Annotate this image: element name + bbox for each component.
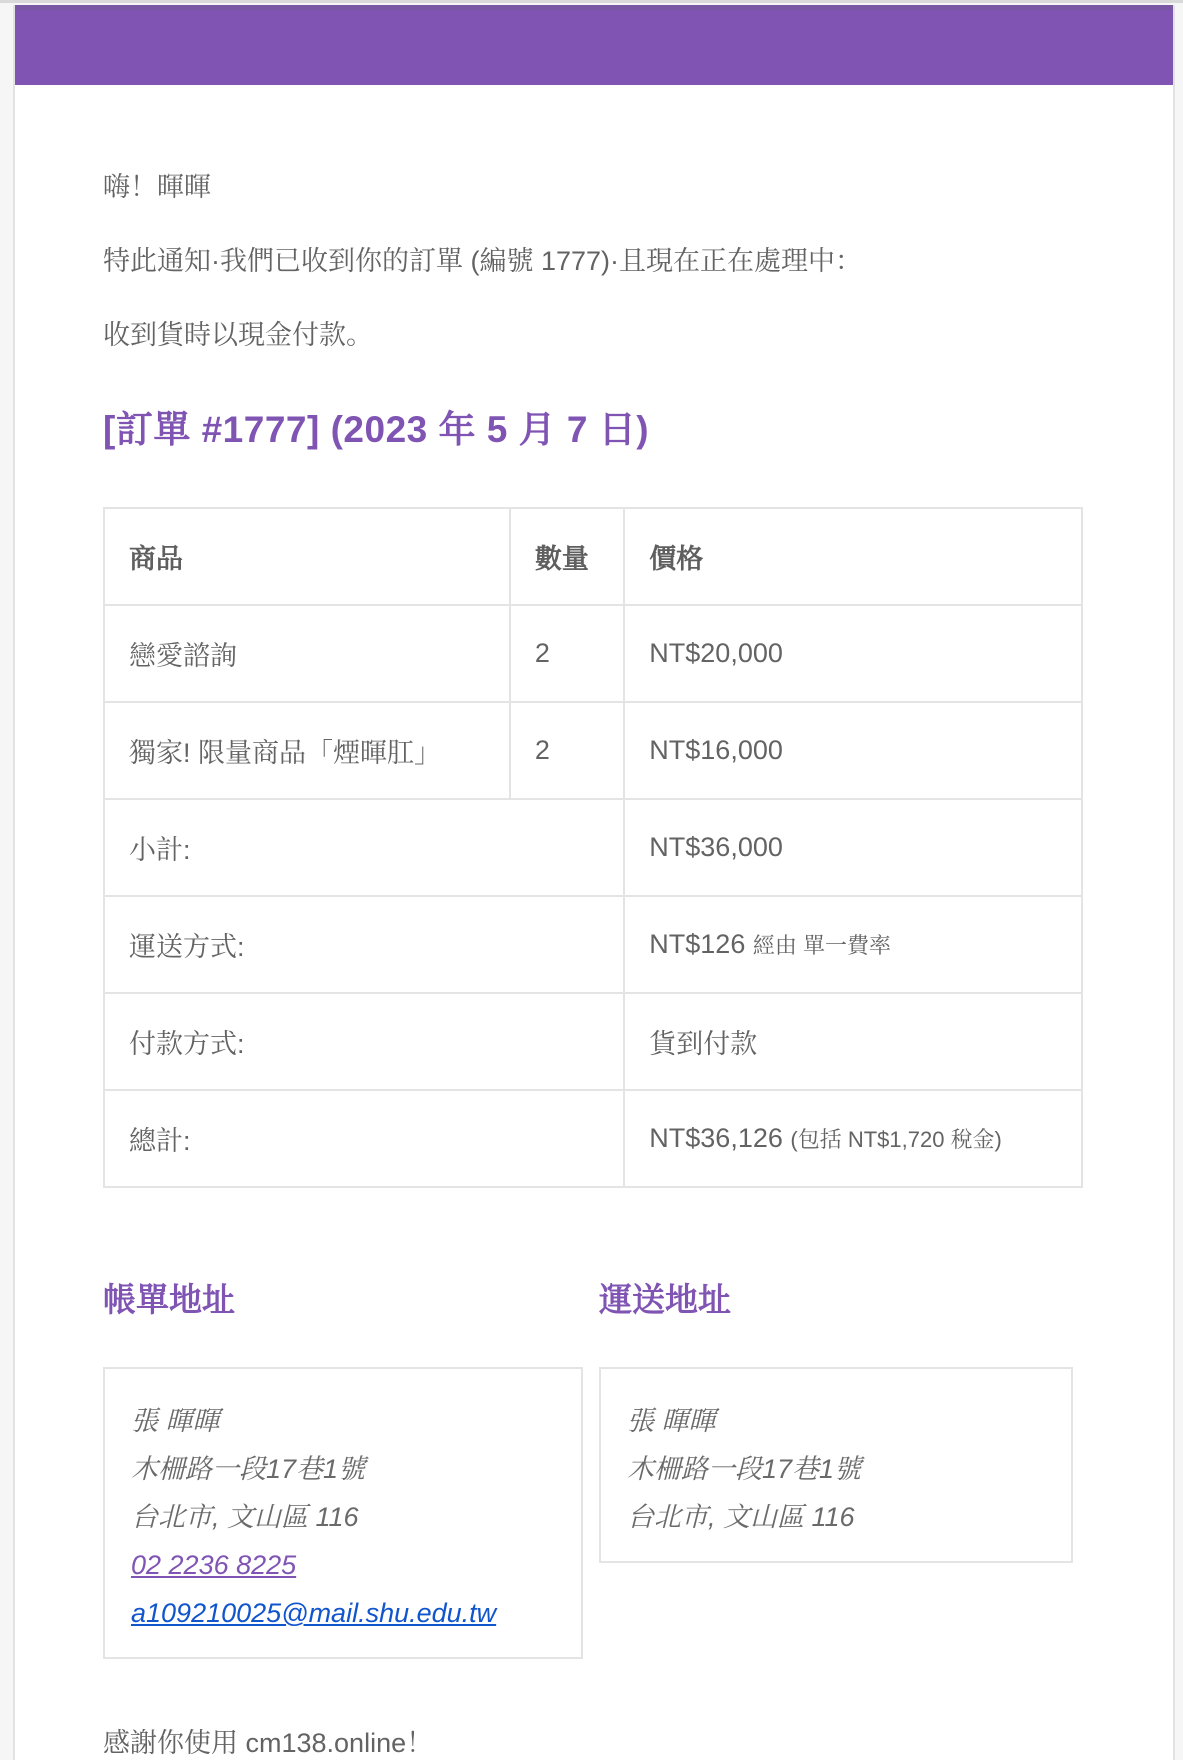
page-top-divider — [0, 0, 1183, 3]
column-header-product: 商品 — [104, 508, 510, 605]
shipping-city: 台北市, 文山區 116 — [627, 1502, 855, 1532]
subtotal-row — [104, 799, 1082, 896]
tax-included-note: (包括 NT$1,720 稅金) — [790, 1127, 1002, 1152]
payment-method-label: 付款方式: — [104, 993, 624, 1090]
order-number-heading: [訂單 #1777] (2023 年 5 月 7 日) — [103, 409, 650, 450]
grand-total-label: 總計: — [104, 1090, 624, 1187]
table-header-row — [104, 508, 1082, 605]
email-body-card — [13, 5, 1175, 1760]
item-price: NT$20,000 — [624, 605, 1082, 702]
footer-thanks-text: 感謝你使用 cm138.online！ — [103, 1728, 434, 1758]
shipping-method-row — [104, 896, 1082, 993]
billing-street: 木柵路一段17巷1號 — [131, 1454, 366, 1484]
shipping-street: 木柵路一段17巷1號 — [627, 1454, 862, 1484]
billing-phone-row — [131, 1541, 555, 1589]
billing-phone-link[interactable]: 02 2236 8225 — [131, 1550, 297, 1580]
payment-method-value — [624, 993, 1082, 1090]
item-name: 獨家! 限量商品「煙暉肛」 — [104, 702, 510, 799]
grand-total-row — [104, 1090, 1082, 1187]
billing-address-heading: 帳單地址 — [103, 1281, 235, 1318]
payment-method-row — [104, 993, 1082, 1090]
email-content — [15, 85, 1173, 1760]
billing-email-row — [131, 1589, 555, 1637]
shipping-amount: NT$126 — [649, 929, 746, 959]
item-quantity: 2 — [510, 702, 624, 799]
addresses-section — [103, 1274, 1083, 1659]
grand-total-amount: NT$36,126 — [649, 1123, 783, 1153]
item-price: NT$16,000 — [624, 702, 1082, 799]
subtotal-value — [624, 799, 1082, 896]
payment-note-text: 收到貨時以現金付款。 — [103, 320, 373, 350]
item-name: 戀愛諮詢 — [104, 605, 510, 702]
subtotal-label: 小計: — [104, 799, 624, 896]
shipping-name: 張 暉暉 — [627, 1406, 716, 1436]
column-header-quantity: 數量 — [510, 508, 624, 605]
billing-email-link[interactable]: a109210025@mail.shu.edu.tw — [131, 1598, 497, 1628]
shipping-method-label: 運送方式: — [104, 896, 624, 993]
billing-address-box — [103, 1367, 583, 1659]
billing-name: 張 暉暉 — [131, 1406, 220, 1436]
shipping-address-heading: 運送地址 — [599, 1281, 731, 1318]
payment-method-text: 貨到付款 — [649, 1029, 758, 1059]
item-quantity: 2 — [510, 605, 624, 702]
table-row — [104, 605, 1082, 702]
shipping-method-value — [624, 896, 1082, 993]
table-row — [104, 702, 1082, 799]
shipping-address-box — [599, 1367, 1073, 1563]
email-header-band — [15, 5, 1173, 85]
shipping-address-column — [593, 1274, 1083, 1659]
column-header-price: 價格 — [624, 508, 1082, 605]
billing-city: 台北市, 文山區 116 — [131, 1502, 359, 1532]
grand-total-value — [624, 1090, 1082, 1187]
order-notice-text: 特此通知·我們已收到你的訂單 (編號 1777)·且現在正在處理中： — [103, 246, 863, 276]
subtotal-amount: NT$36,000 — [649, 832, 783, 862]
shipping-method-note: 經由 單一費率 — [752, 933, 891, 958]
greeting-text: 嗨！暉暉 — [103, 172, 211, 202]
billing-address-column — [103, 1274, 593, 1659]
order-items-table — [103, 507, 1083, 1188]
